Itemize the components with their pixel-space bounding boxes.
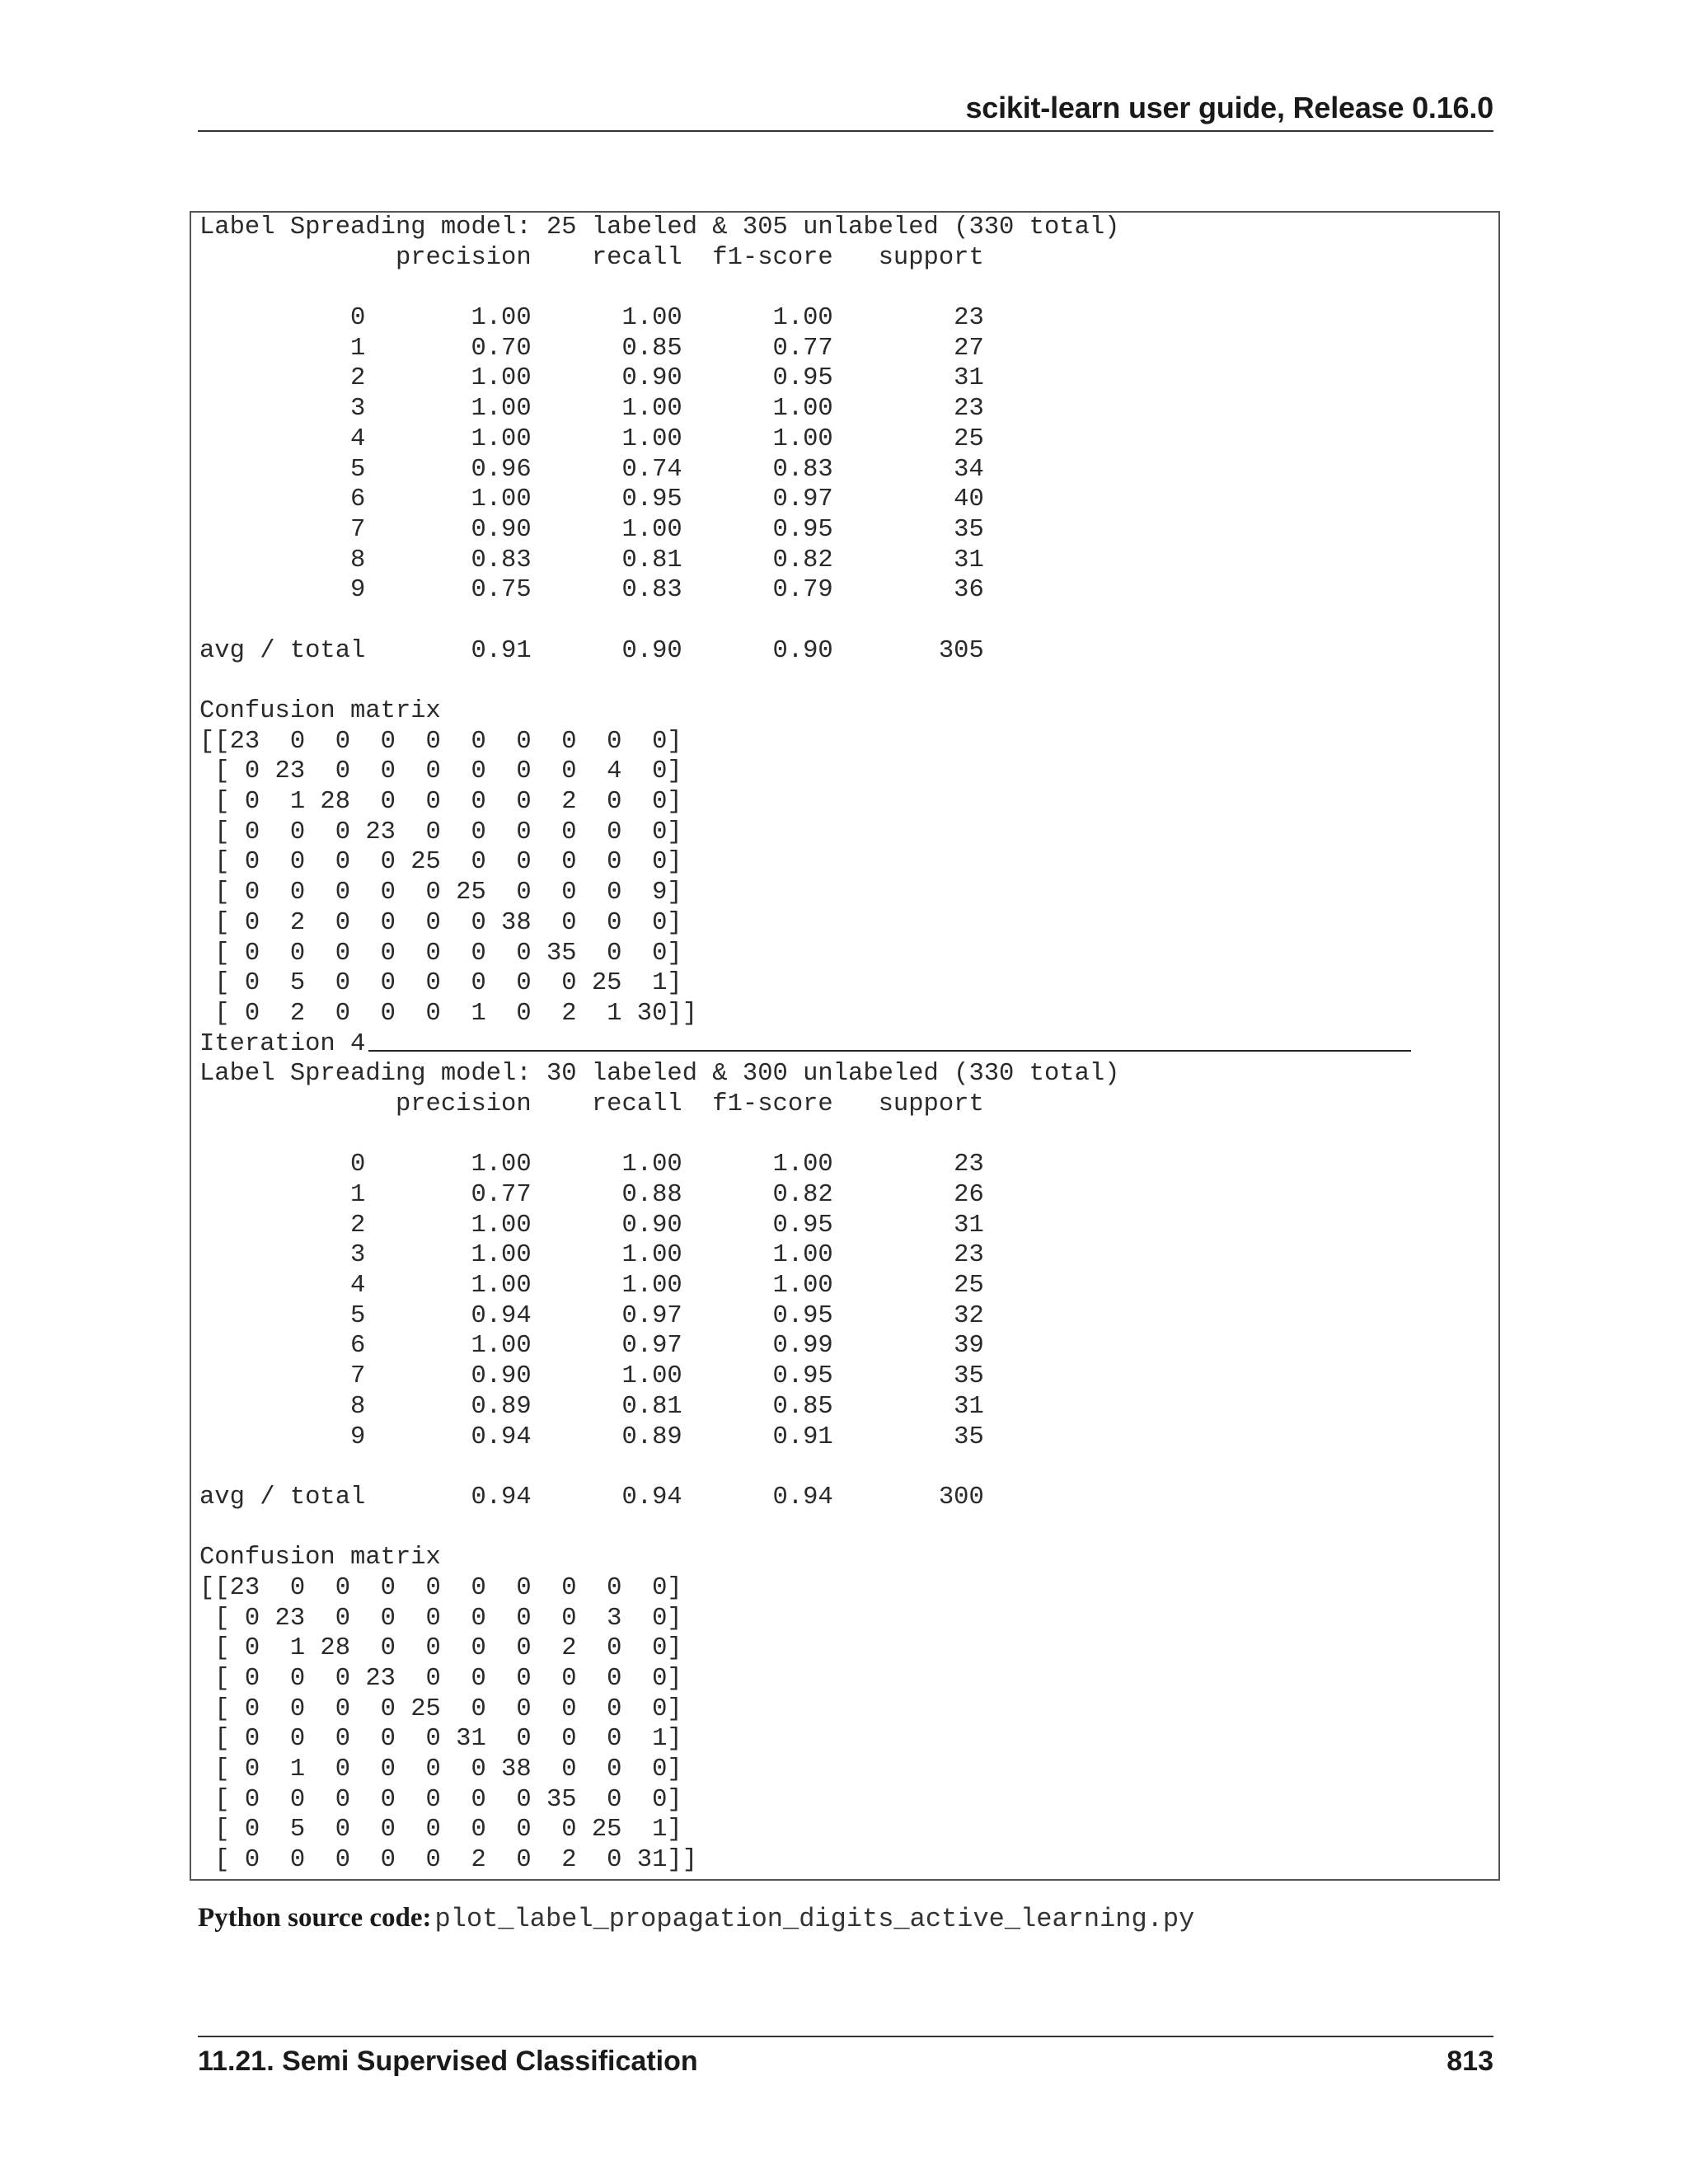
- footer-section-title: 11.21. Semi Supervised Classification: [198, 2046, 698, 2077]
- page-number: 813: [1447, 2046, 1493, 2077]
- source-code-line: [198, 1903, 1194, 1934]
- running-header-title: scikit-learn user guide, Release 0.16.0: [965, 91, 1493, 124]
- footer-rule: [198, 2036, 1493, 2037]
- output-iteration-3: Label Spreading model: 25 labeled & 305 unlabeled (330 total) precision recall f1-score support 0 1.00 1.00 1.00 23 1 0.70 0.85 0.77 27 2 1.00 0.90 0.95 31 3 1.00 1.00 1.00 23 4 1.00 1.00 1.00 25 5 0.96 0.74 0.83 34 6 1.00 0.95 0.97 40 7 0.90 1.00 0.95 35 8 0.83 0.81 0.82 31 9 0.75 0.83 0.79 36 avg / total 0.91 0.90 0.90 305 Confusion matrix [[23 0 0 0 0 0 0 0 0 0] [ 0 23 0 0 0 0 0 0 4 0] [ 0 1 28 0 0 0 0 2 0 0] [ 0 0 0 23 0 0 0 0 0 0] [ 0 0 0 0 25 0 0 0 0 0] [ 0 0 0 0 0 25 0 0 0 9] [ 0 2 0 0 0 0 38 0 0 0] [ 0 0 0 0 0 0 0 35 0 0] [ 0 5 0 0 0 0 0 0 25 1] [ 0 2 0 0 0 1 0 2 1 30]]: [199, 213, 1120, 1028]
- iteration-separator-line: [368, 1050, 1411, 1052]
- iteration-label: Iteration 4: [199, 1029, 366, 1058]
- output-iteration-4: Label Spreading model: 30 labeled & 300 unlabeled (330 total) precision recall f1-score support 0 1.00 1.00 1.00 23 1 0.77 0.88 0.82 26 2 1.00 0.90 0.95 31 3 1.00 1.00 1.00 23 4 1.00 1.00 1.00 25 5 0.94 0.97 0.95 32 6 1.00 0.97 0.99 39 7 0.90 1.00 0.95 35 8 0.89 0.81 0.85 31 9 0.94 0.89 0.91 35 avg / total 0.94 0.94 0.94 300 Confusion matrix [[23 0 0 0 0 0 0 0 0 0] [ 0 23 0 0 0 0 0 0 3 0] [ 0 1 28 0 0 0 0 2 0 0] [ 0 0 0 23 0 0 0 0 0 0] [ 0 0 0 0 25 0 0 0 0 0] [ 0 0 0 0 0 31 0 0 0 1] [ 0 1 0 0 0 0 38 0 0 0] [ 0 0 0 0 0 0 0 35 0 0] [ 0 5 0 0 0 0 0 0 25 1] [ 0 0 0 0 0 2 0 2 0 31]]: [199, 1060, 1120, 1875]
- code-output-text: [199, 213, 1411, 1876]
- source-code-label: Python source code:: [198, 1903, 432, 1933]
- source-code-link[interactable]: plot_label_propagation_digits_active_learning.py: [434, 1904, 1195, 1934]
- code-output-block: [190, 211, 1500, 1881]
- header-rule: [198, 130, 1493, 132]
